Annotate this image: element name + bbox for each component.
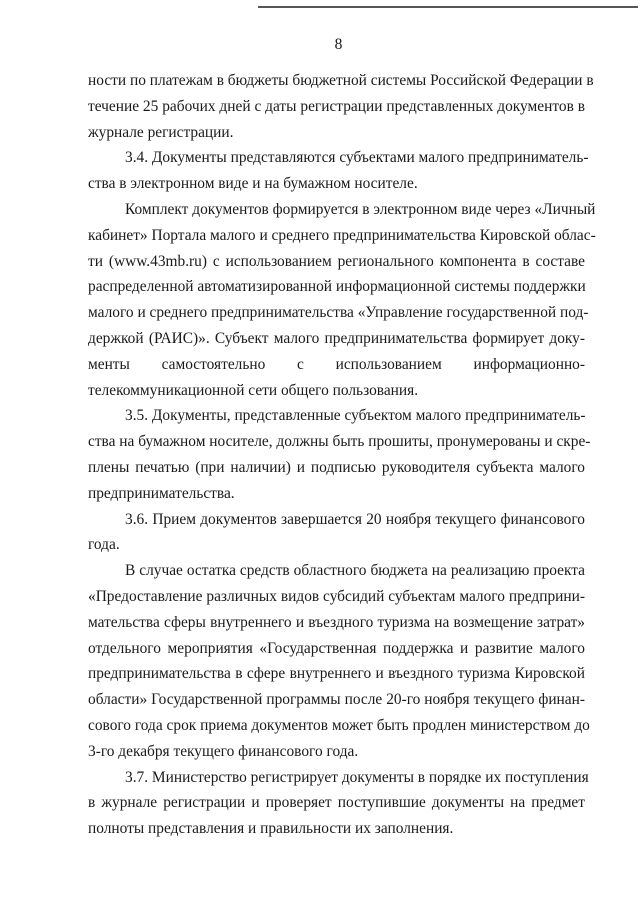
- text-line: менты самостоятельно с использованием информационно-: [88, 355, 585, 373]
- text-line: предпринимательства в сфере внутреннего и въездного туризма Кировской: [88, 665, 585, 683]
- text-line: «Предоставление различных видов субсидий субъектам малого предприни-: [88, 587, 585, 605]
- paragraph-p-3-7: [88, 765, 589, 842]
- text-line: плены печатью (при наличии) и подписью руководителя субъекта малого: [88, 458, 585, 476]
- text-line: мательства сферы внутреннего и въездного туризма на возмещение затрат»: [88, 613, 585, 631]
- paragraph-p-3-5: [88, 403, 591, 506]
- paragraph-p-continuation: [88, 68, 594, 145]
- text-line: отдельного мероприятия «Государственная поддержка и развитие малого: [88, 639, 585, 657]
- text-line: ности по платежам в бюджеты бюджетной системы Российской Федерации в: [88, 72, 594, 89]
- top-border-rule: [258, 6, 638, 8]
- text-line: малого и среднего предпринимательства «Управление государственной под-: [88, 304, 589, 322]
- paragraph-p-3-4: [88, 145, 589, 197]
- paragraph-p-ostatok: [88, 558, 590, 764]
- document-body: [88, 68, 596, 842]
- page-number: 8: [334, 36, 343, 53]
- text-line: 3.4. Документы представляются субъектами малого предприниматель-: [125, 149, 589, 167]
- text-line: В случае остатка средств областного бюджета на реализацию проекта: [125, 562, 585, 580]
- text-line: в журнале регистрации и проверяет поступившие документы на предмет: [88, 794, 585, 812]
- text-line: Комплект документов формируется в электронном виде через «Личный: [125, 200, 596, 218]
- text-line: телекоммуникационной сети общего пользования.: [88, 381, 419, 399]
- paragraph-p-komplekt: [88, 197, 596, 403]
- text-line: 3-го декабря текущего финансового года.: [88, 742, 359, 760]
- document-page: [88, 34, 596, 842]
- text-line: области» Государственной программы после 20-го ноября текущего финан-: [88, 691, 585, 709]
- text-line: 3.5. Документы, представленные субъектом малого предприниматель-: [125, 407, 586, 425]
- text-line: предпринимательства.: [88, 484, 235, 502]
- text-line: распределенной автоматизированной информационной системы поддержки: [88, 278, 586, 296]
- text-line: 3.7. Министерство регистрирует документы в порядке их поступления: [125, 768, 589, 786]
- text-line: течение 25 рабочих дней с даты регистрации представленных документов в: [88, 97, 585, 115]
- text-line: ти (www.43mb.ru) с использованием регионального компонента в составе: [88, 252, 585, 270]
- text-line: держкой (РАИС)». Субъект малого предпринимательства формирует доку-: [88, 329, 585, 347]
- text-line: кабинет» Портала малого и среднего предпринимательства Кировской облас-: [88, 226, 596, 244]
- paragraph-p-3-6: [88, 507, 585, 559]
- text-line: 3.6. Прием документов завершается 20 ноября текущего финансового: [125, 510, 585, 528]
- text-line: сового года срок приема документов может быть продлен министерством до: [88, 716, 590, 734]
- text-line: журнале регистрации.: [88, 123, 234, 141]
- text-line: ства в электронном виде и на бумажном носителе.: [88, 175, 418, 193]
- text-line: ства на бумажном носителе, должны быть прошиты, пронумерованы и скре-: [88, 433, 591, 451]
- text-line: полноты представления и правильности их заполнения.: [88, 820, 454, 838]
- text-line: года.: [88, 536, 120, 554]
